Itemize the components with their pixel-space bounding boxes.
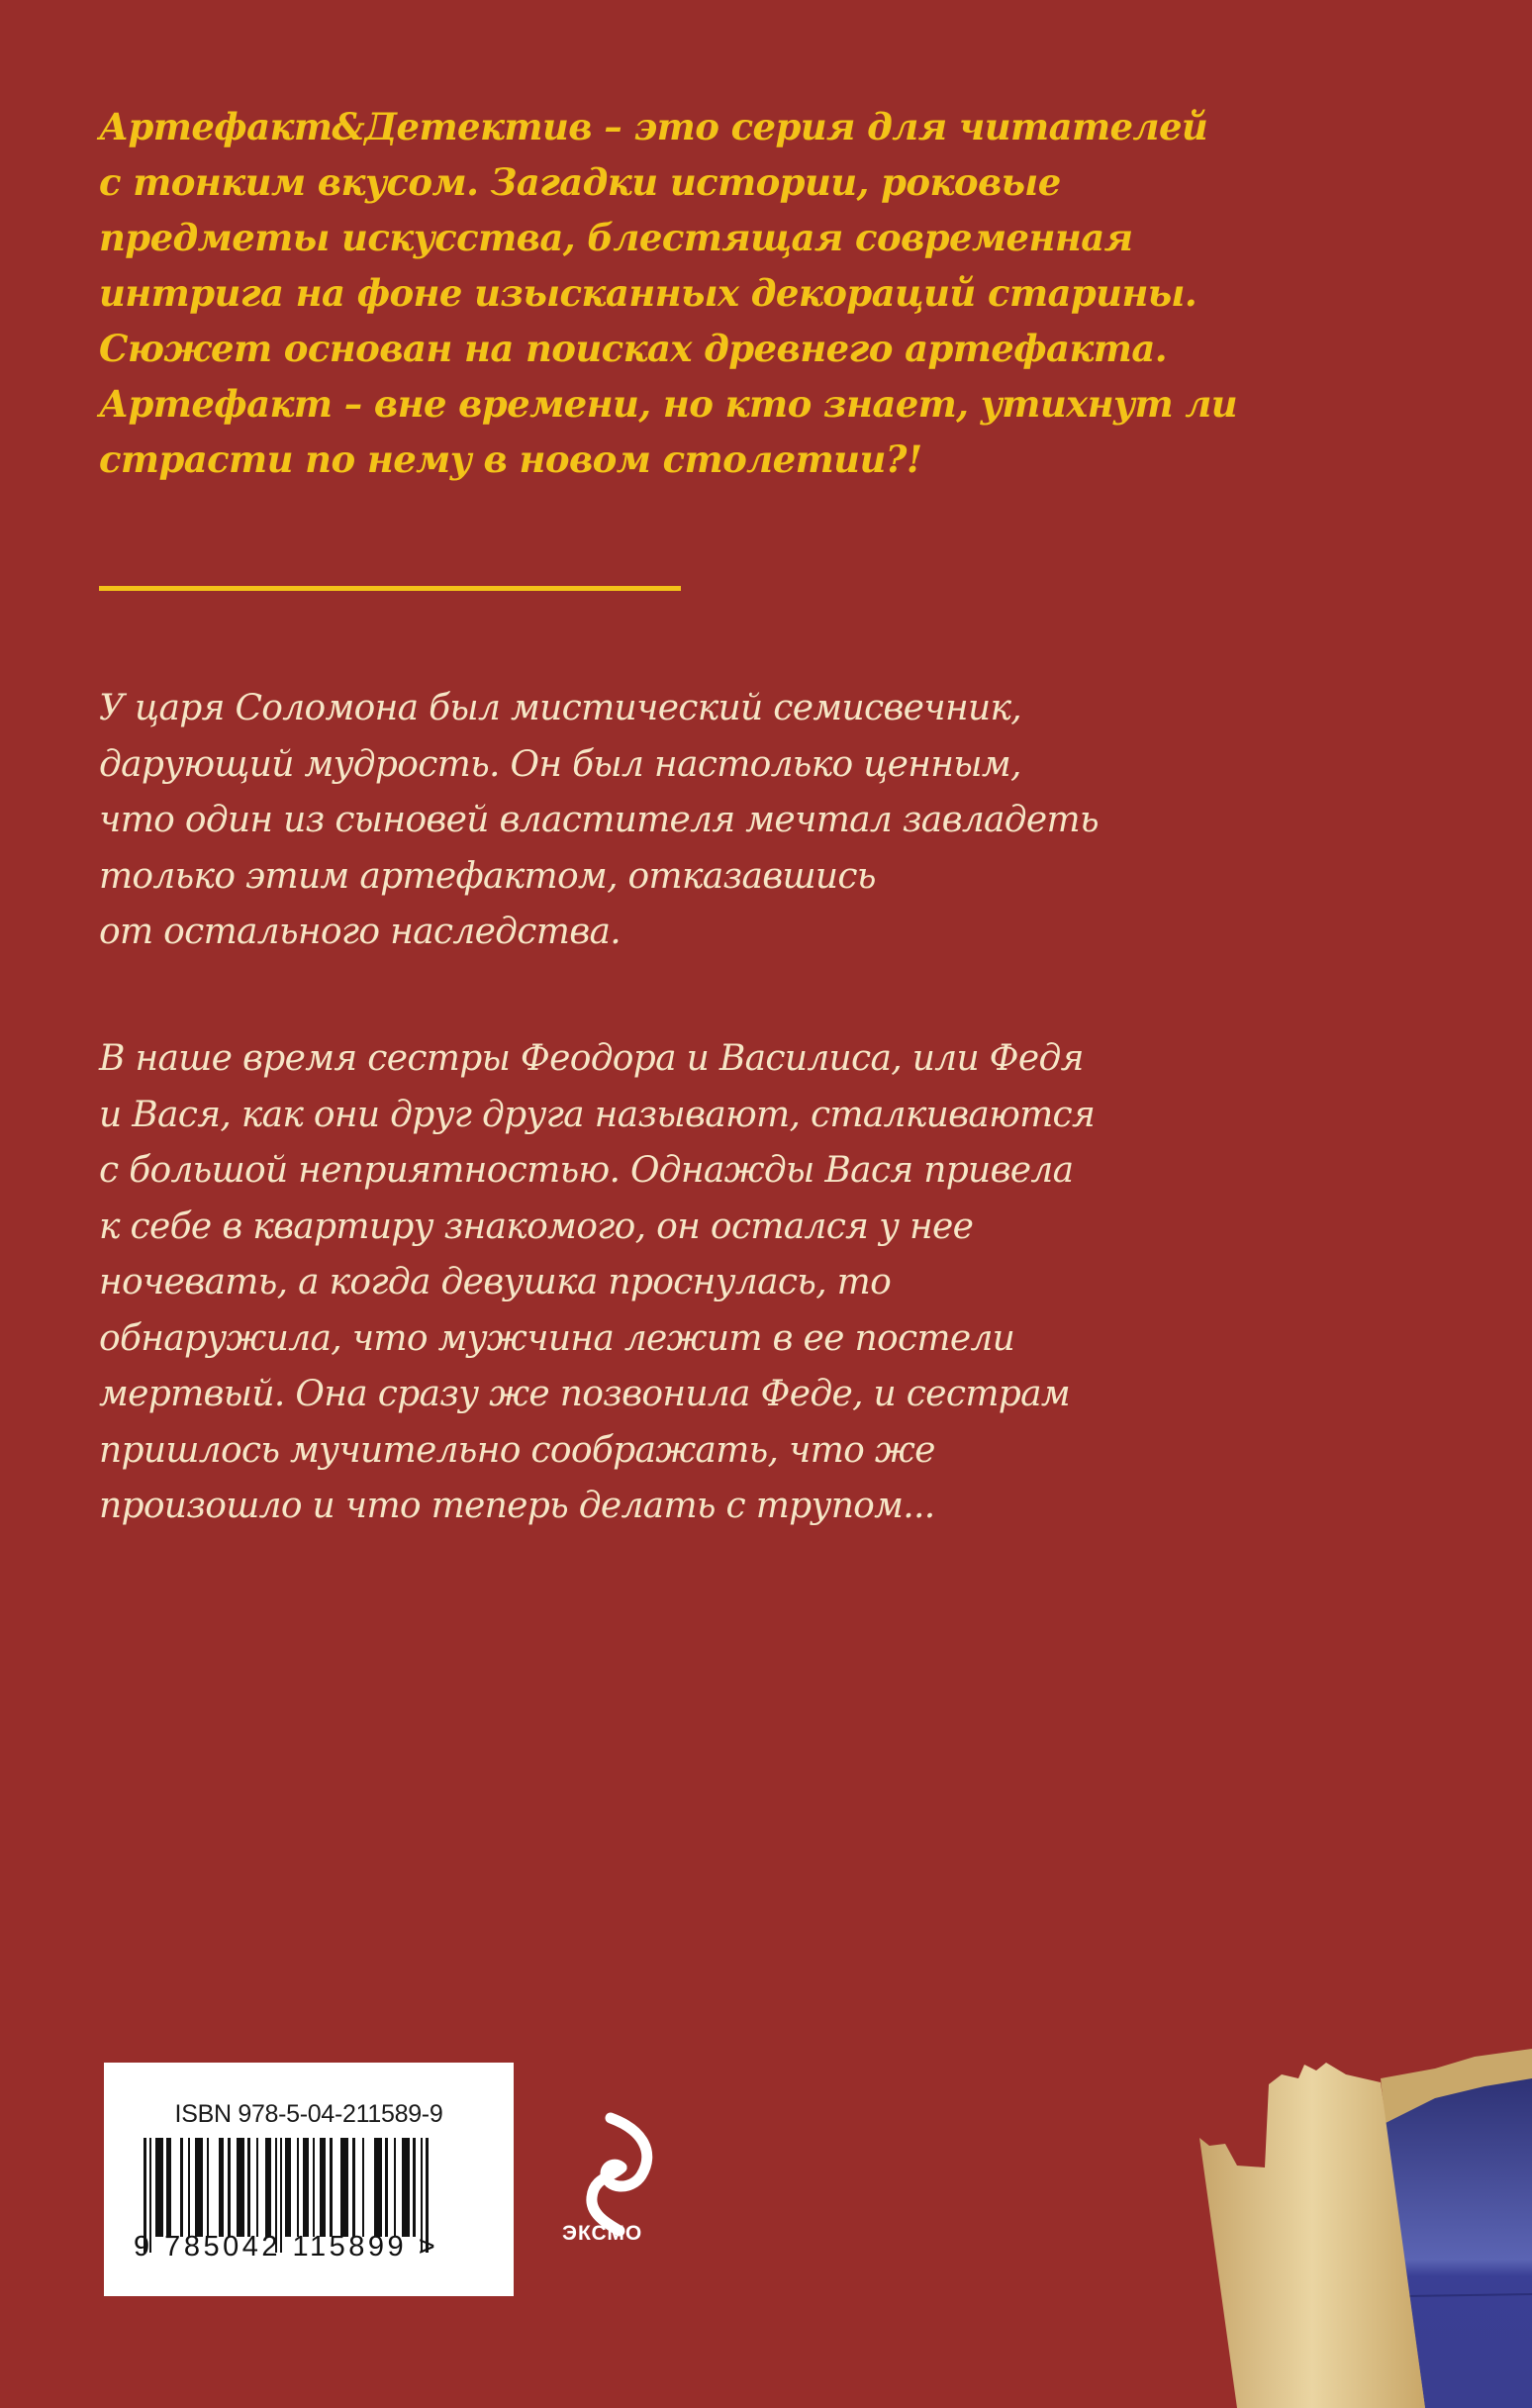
divider-line xyxy=(99,586,681,591)
publisher-name: ЭКСМО xyxy=(562,2222,643,2245)
annotation-line: только этим артефактом, отказавшись xyxy=(99,855,876,897)
blurb-line: интрига на фоне изысканных декораций старины. xyxy=(99,271,1197,315)
series-blurb xyxy=(99,99,1326,487)
blurb-line: с тонким вкусом. Загадки истории, роковые xyxy=(99,160,1061,204)
annotation-line: к себе в квартиру знакомого, он остался у нее xyxy=(99,1205,974,1247)
annotation-line: обнаружила, что мужчина лежит в ее постели xyxy=(99,1317,1015,1359)
annotation-line: и Вася, как они друг друга называют, сталкиваются xyxy=(99,1094,1096,1135)
annotation-paragraph-2 xyxy=(99,1031,1247,1535)
annotation-line: с большой неприятностью. Однажды Вася привела xyxy=(99,1150,1074,1191)
blurb-line: Сюжет основан на поисках древнего артефакта. xyxy=(99,327,1168,370)
annotation-paragraph-1 xyxy=(99,681,1247,961)
blurb-line: Артефакт&Детектив – это серия для читателей xyxy=(99,105,1208,148)
isbn-barcode xyxy=(104,2063,514,2296)
annotation-line: У царя Соломона был мистический семисвечник, xyxy=(99,688,1022,728)
annotation-line: ночевать, а когда девушка проснулась, то xyxy=(99,1262,892,1302)
isbn-label: ISBN 978-5-04-211589-9 xyxy=(174,2100,443,2128)
annotation-line: от остального наследства. xyxy=(99,912,621,952)
blurb-line: предметы искусства, блестящая современная xyxy=(99,216,1133,259)
barcode-bars-icon xyxy=(144,2138,470,2241)
annotation-line: дарующий мудрость. Он был настолько ценным, xyxy=(99,743,1021,785)
annotation-line: В наше время сестры Феодора и Василиса, или Федя xyxy=(99,1038,1084,1079)
annotation-line: произошло и что теперь делать с трупом... xyxy=(99,1486,935,1526)
blurb-line: страсти по нему в новом столетии?! xyxy=(99,437,922,481)
annotation-line: пришлось мучительно соображать, что же xyxy=(99,1429,935,1471)
parchment-scroll-sea-icon xyxy=(1188,2019,1532,2408)
annotation-line: что один из сыновей властителя мечтал завладеть xyxy=(99,800,1099,840)
annotation-line: мертвый. Она сразу же позвонила Феде, и сестрам xyxy=(99,1374,1071,1414)
barcode-digits: 9 785042 115899 > xyxy=(134,2231,439,2263)
blurb-line: Артефакт – вне времени, но кто знает, утихнут ли xyxy=(99,382,1238,426)
